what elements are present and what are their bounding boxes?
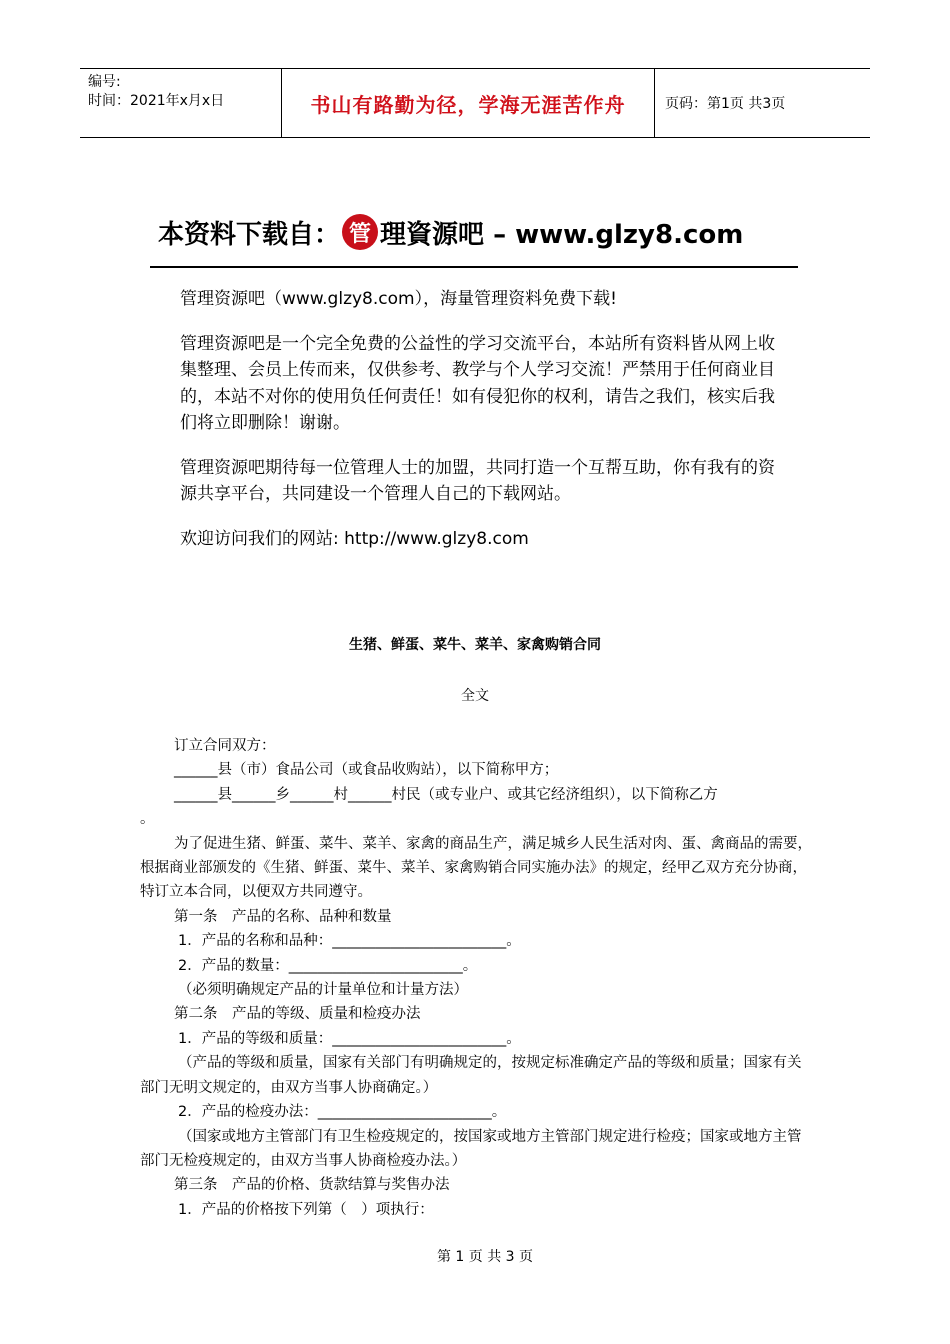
- page-footer: 第 1 页 共 3 页: [436, 1249, 534, 1265]
- promo-block: [180, 286, 780, 570]
- logo-icon: 管: [342, 214, 378, 250]
- contract-paragraph: 为了促进生猪、鲜蛋、菜牛、菜羊、家禽的商品生产，满足城乡人民生活对肉、蛋、禽商品的需要，根据商业部颁发的《生猪、鲜蛋、菜牛、菜羊、家禽购销合同实施办法》的规定，经甲乙双方充分协商，特订立本合同，以便双方共同遵守。: [140, 835, 812, 901]
- header-motto: 书山有路勤为径，学海无涯苦作舟: [282, 69, 655, 137]
- contract-note: （必须明确规定产品的计量单位和计量方法）: [178, 982, 468, 999]
- doc-number: 编号:: [88, 74, 121, 90]
- page-header: [80, 68, 870, 138]
- contract-note: （国家或地方主管部门有卫生检疫规定的，按国家或地方主管部门规定进行检疫；国家或地方主管部门无检疫规定的，由双方当事人协商检疫办法。）: [140, 1128, 802, 1169]
- header-meta: [80, 69, 282, 137]
- contract-line: 2．产品的数量：________________________。: [178, 957, 478, 974]
- contract-note: （产品的等级和质量，国家有关部门有明确规定的，按规定标准确定产品的等级和质量；国家有关部门无明文规定的，由双方当事人协商确定。）: [140, 1055, 802, 1096]
- contract-line: ______县______乡______村______村民（或专业户、或其它经济组织），以下简称乙方: [174, 786, 718, 803]
- contract-subtitle: 全文: [461, 688, 489, 704]
- contract-line: ______县（市）食品公司（或食品收购站），以下简称甲方；: [174, 762, 559, 779]
- banner-site: 理資源吧 – www.glzy8.com: [380, 219, 744, 250]
- contract-line: 2．产品的检疫办法：________________________。: [178, 1104, 507, 1121]
- contract-line: 1．产品的等级和质量：________________________。: [178, 1030, 521, 1047]
- contract-line: 1．产品的名称和品种：________________________。: [178, 933, 521, 950]
- promo-paragraph: 管理资源吧是一个完全免费的公益性的学习交流平台，本站所有资料皆从网上收集整理、会员上传而来，仅供参考、教学与个人学习交流！严禁用于任何商业目的，本站不对你的使用负任何责任！如有侵犯你的权利，请告之我们，核实后我们将立即删除！谢谢。: [180, 333, 775, 433]
- promo-paragraph: 管理资源吧（www.glzy8.com），海量管理资料免费下载!: [180, 289, 617, 309]
- promo-paragraph: 管理资源吧期待每一位管理人士的加盟，共同打造一个互帮互助，你有我有的资源共享平台，共同建设一个管理人自己的下载网站。: [180, 457, 775, 504]
- contract-title: 生猪、鲜蛋、菜牛、菜羊、家禽购销合同: [349, 637, 601, 653]
- article-heading: 第一条 产品的名称、品种和数量: [174, 908, 392, 925]
- contract-body: [140, 734, 812, 1222]
- contract-line: 。: [140, 811, 155, 828]
- contract-line: 1．产品的价格按下列第（ ）项执行：: [178, 1201, 434, 1218]
- doc-time: 时间：2021年x月x日: [88, 93, 225, 109]
- banner-divider: [150, 266, 798, 268]
- article-heading: 第三条 产品的价格、货款结算与奖售办法: [174, 1177, 450, 1194]
- article-heading: 第二条 产品的等级、质量和检疫办法: [174, 1006, 421, 1023]
- download-banner: [158, 212, 798, 252]
- header-page-number: 页码：第1页 共3页: [665, 96, 786, 112]
- banner-prefix: 本资料下载自：: [158, 219, 341, 250]
- contract-line: 订立合同双方：: [174, 738, 276, 754]
- promo-paragraph: 欢迎访问我们的网站: http://www.glzy8.com: [180, 528, 529, 549]
